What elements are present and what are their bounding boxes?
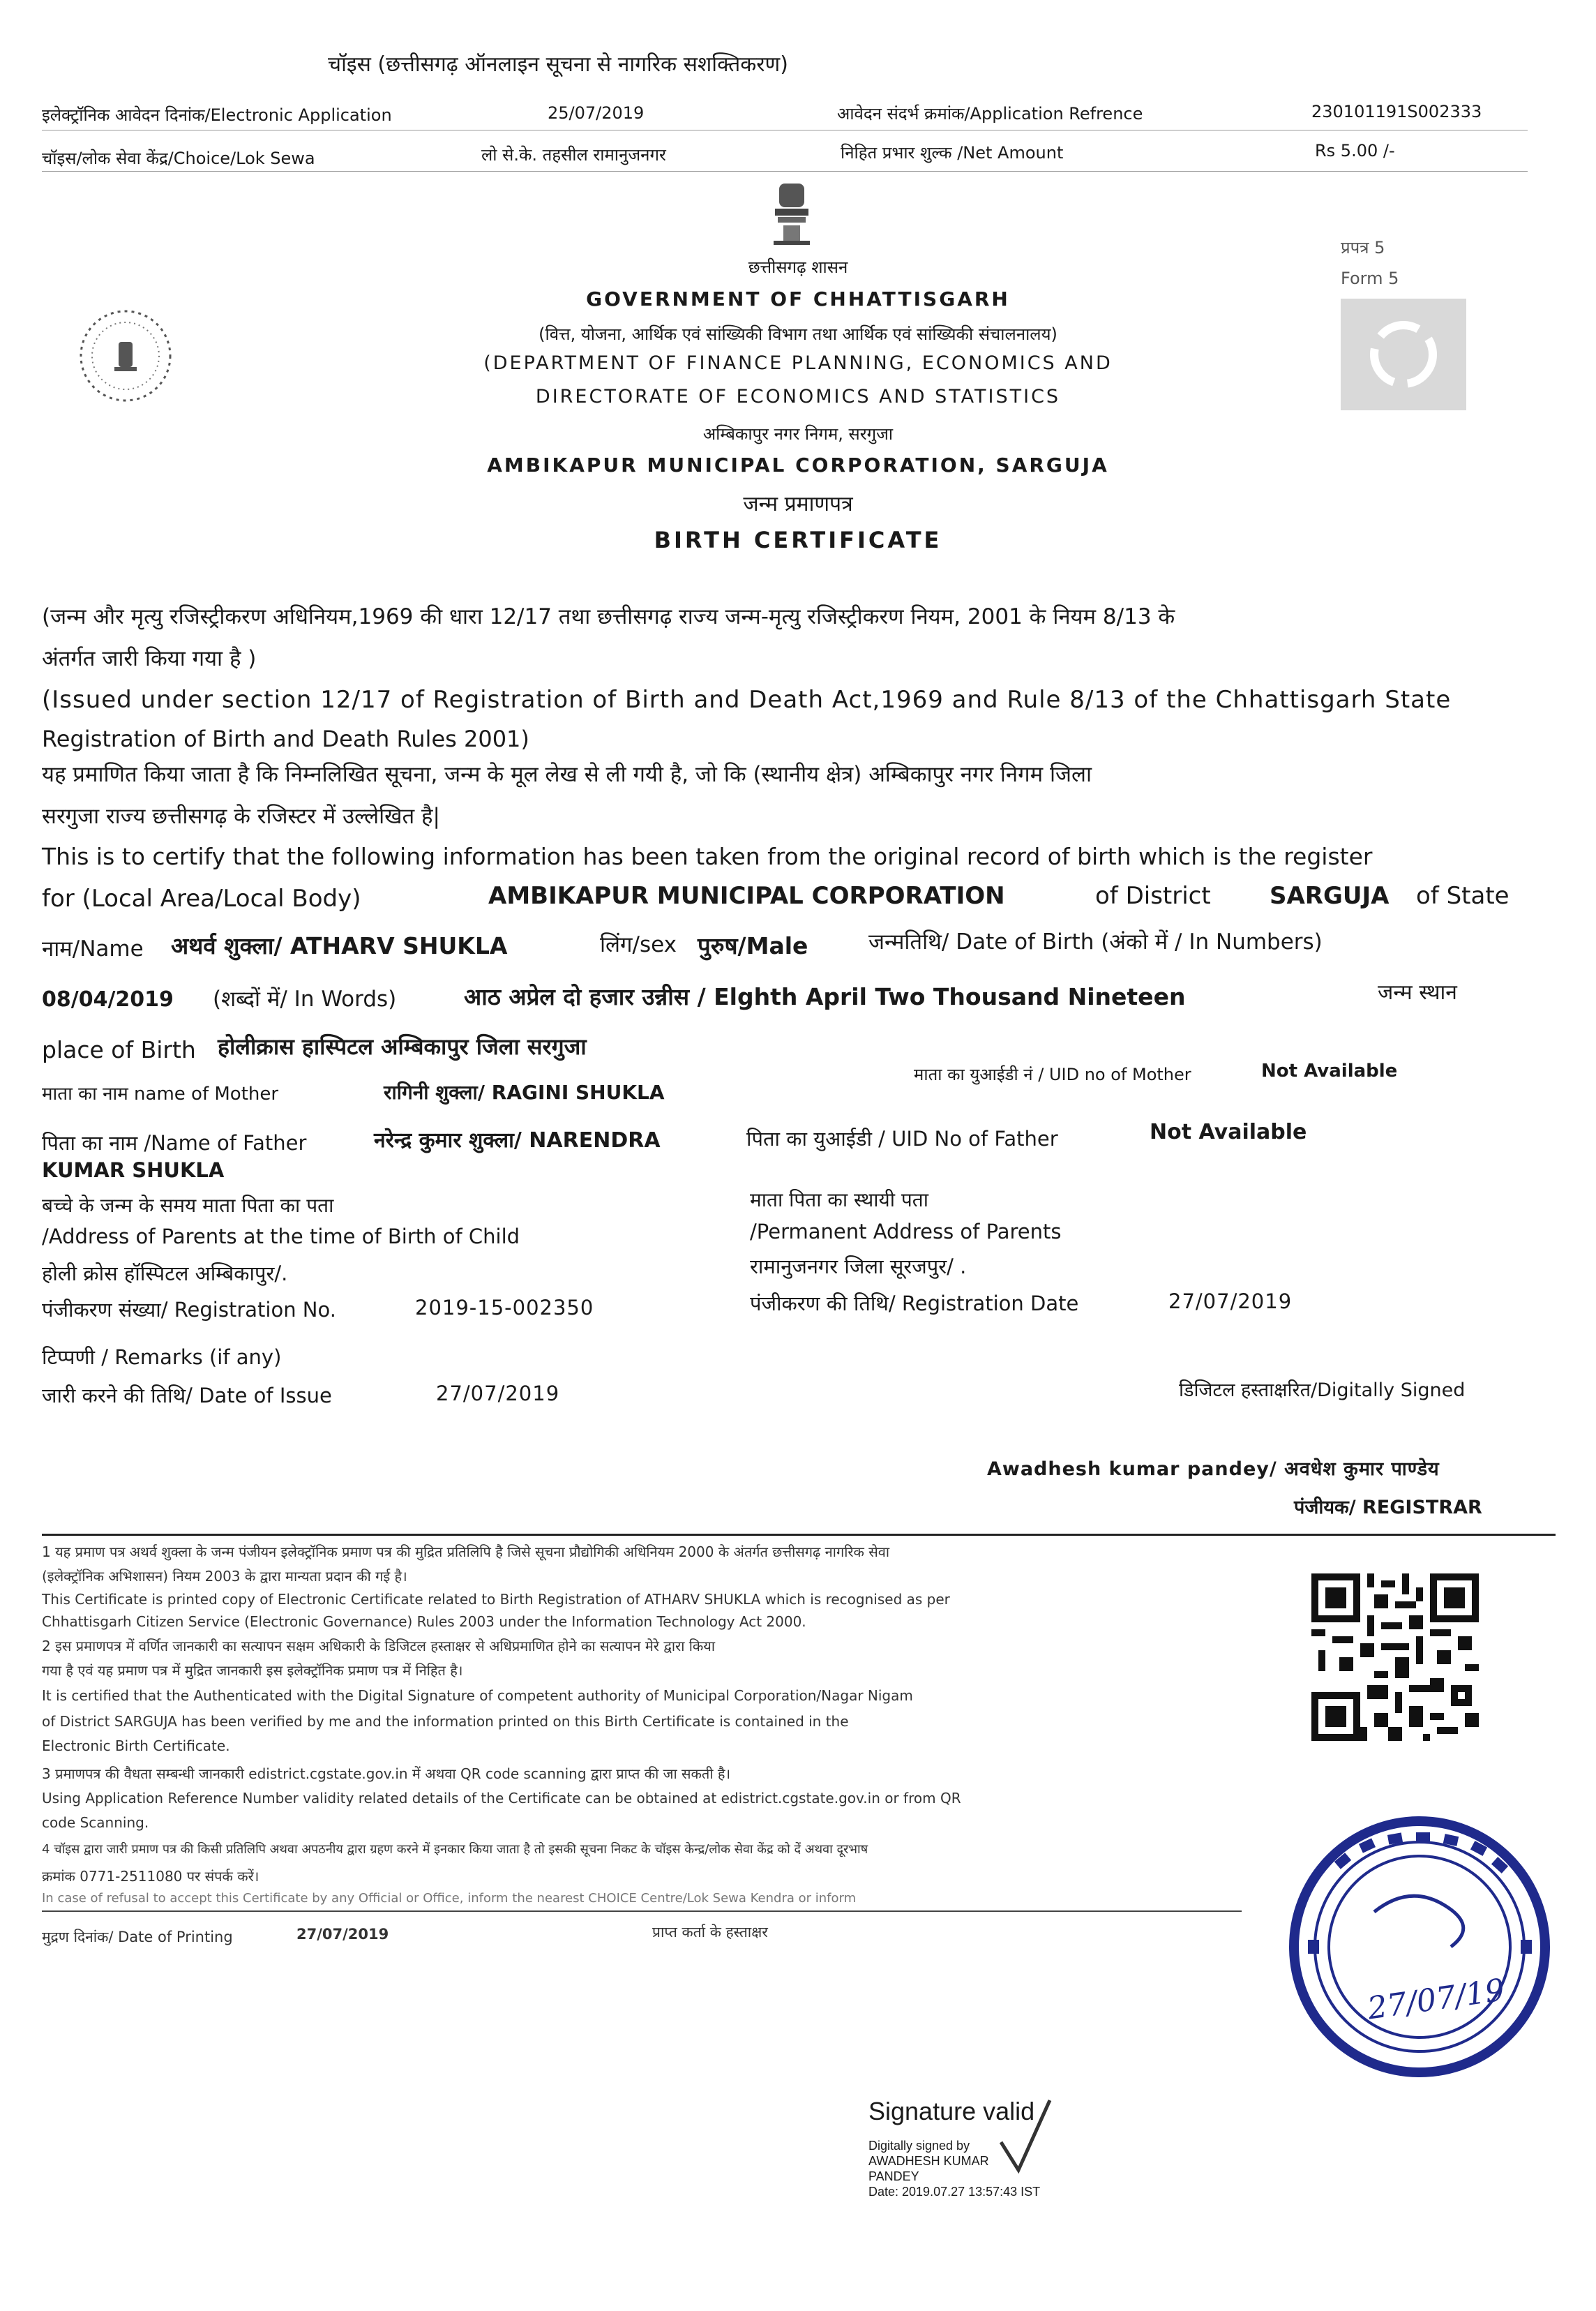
birth-address-value: होली क्रोस हॉस्पिटल अम्बिकापुर/. <box>42 1262 288 1285</box>
date-of-printing-label: मुद्रण दिनांक/ Date of Printing <box>42 1929 233 1945</box>
registrar-name: Awadhesh kumar pandey/ अवधेश कुमार पाण्डेय <box>987 1458 1440 1480</box>
child-name-value: अथर्व शुक्ला/ ATHARV SHUKLA <box>171 932 508 959</box>
date-of-issue-value: 27/07/2019 <box>436 1382 560 1405</box>
footer-note: This Certificate is printed copy of Electronic Certificate related to Birth Registration of ATHARV SHUKLA which is recognised as per <box>42 1591 950 1608</box>
service-center-label: चॉइस/लोक सेवा केंद्र/Choice/Lok Sewa <box>42 149 315 168</box>
mother-uid-label: माता का युआईडी नं / UID no of Mother <box>914 1065 1191 1084</box>
permanent-address-label: /Permanent Address of Parents <box>750 1220 1062 1243</box>
local-body-label: for (Local Area/Local Body) <box>42 885 361 913</box>
department-english-line1: (DEPARTMENT OF FINANCE PLANNING, ECONOMICS AND <box>483 352 1113 374</box>
registration-date-label: पंजीकरण की तिथि/ Registration Date <box>750 1292 1079 1315</box>
act-reference-english-line1: (Issued under section 12/17 of Registration of Birth and Death Act,1969 and Rule 8/13 of the Chhattisgarh State <box>42 686 1452 714</box>
father-name-label: पिता का नाम /Name of Father <box>42 1131 307 1155</box>
birth-address-label: /Address of Parents at the time of Birth of Child <box>42 1225 520 1248</box>
place-of-birth-value: होलीक्रास हास्पिटल अम्बिकापुर जिला सरगुजा <box>218 1033 587 1060</box>
district-label: of District <box>1095 882 1211 910</box>
child-name-label: नाम/Name <box>42 936 144 962</box>
service-center-value: लो से.के. तहसील रामानुजनगर <box>481 145 666 165</box>
date-of-birth-words-label: (शब्दों में/ In Words) <box>213 987 397 1012</box>
sex-value: पुरुष/Male <box>698 932 808 959</box>
date-of-birth-words-value: आठ अप्रेल दो हजार उन्नीस / Elghth April Two Thousand Nineteen <box>464 983 1186 1010</box>
net-amount-value: Rs 5.00 /- <box>1315 141 1395 160</box>
check-mark-icon <box>994 2093 1057 2184</box>
registration-number-value: 2019-15-002350 <box>415 1296 594 1319</box>
certificate-title-english: BIRTH CERTIFICATE <box>654 527 942 553</box>
certificate-title-hindi: जन्म प्रमाणपत्र <box>743 492 853 516</box>
signature-detail-line4: Date: 2019.07.27 13:57:43 IST <box>868 2185 1041 2199</box>
official-stamp-icon <box>1270 1814 1569 2079</box>
mother-name-value: रागिनी शुक्ला/ RAGINI SHUKLA <box>384 1081 665 1104</box>
footer-note: क्रमांक 0771-2511080 पर संपर्क करें। <box>42 1868 259 1885</box>
signature-detail-line2: AWADHESH KUMAR <box>868 2154 989 2168</box>
verification-qr-code[interactable] <box>1311 1573 1479 1741</box>
birth-address-hindi-label: बच्चे के जन्म के समय माता पिता का पता <box>42 1194 334 1217</box>
registrar-title: पंजीयक/ REGISTRAR <box>1294 1497 1482 1518</box>
sex-label: लिंग/sex <box>600 932 677 957</box>
footer-note: 2 इस प्रमाणपत्र में वर्णित जानकारी का सत्यापन सक्षम अधिकारी के डिजिटल हस्ताक्षर से अधिप्रमाणित होने का सत्यापन मेरे द्वारा किया <box>42 1638 716 1654</box>
local-body-value: AMBIKAPUR MUNICIPAL CORPORATION <box>488 882 1005 910</box>
district-value: SARGUJA <box>1270 882 1390 910</box>
recipient-signature-label: प्राप्त कर्ता के हस्ताक्षर <box>652 1924 768 1940</box>
footer-note: 1 यह प्रमाण पत्र अथर्व शुक्ला के जन्म पंजीयन इलेक्ट्रॉनिक प्रमाण पत्र की मुद्रित प्रतिलिपि है जिसे सूचना प्रौद्योगिकी अधिनियम 2000 के अंतर्गत छत्तीसगढ़ नागरिक सेवा <box>42 1543 890 1560</box>
registration-date-value: 27/07/2019 <box>1168 1289 1293 1313</box>
application-reference-value: 230101191S002333 <box>1311 102 1482 121</box>
certify-english-line1: This is to certify that the following information has been taken from the original record of birth which is the register <box>42 843 1373 870</box>
place-of-birth-label: place of Birth <box>42 1036 196 1063</box>
state-label: of State <box>1416 882 1510 910</box>
department-hindi: (वित्त, योजना, आर्थिक एवं सांख्यिकी विभाग तथा आर्थिक एवं सांख्यिकी संचालनालय) <box>539 324 1057 344</box>
govt-name-hindi: छत्तीसगढ़ शासन <box>748 257 848 277</box>
father-name-value-line1: नरेन्द्र कुमार शुक्ला/ NARENDRA <box>374 1128 661 1153</box>
footer-note: Electronic Birth Certificate. <box>42 1737 230 1754</box>
application-date-value: 25/07/2019 <box>548 103 645 123</box>
corporation-hindi: अम्बिकापुर नगर निगम, सरगुजा <box>702 424 894 444</box>
permanent-address-hindi-label: माता पिता का स्थायी पता <box>750 1188 929 1211</box>
department-english-line2: DIRECTORATE OF ECONOMICS AND STATISTICS <box>535 386 1061 407</box>
place-of-birth-label-hindi: जन्म स्थान <box>1378 980 1457 1005</box>
footer-note: Chhattisgarh Citizen Service (Electronic Governance) Rules 2003 under the Information Technology Act 2000. <box>42 1613 806 1630</box>
remarks-label: टिप्पणी / Remarks (if any) <box>42 1345 282 1369</box>
registration-number-label: पंजीकरण संख्या/ Registration No. <box>42 1298 336 1322</box>
act-reference-hindi-line2: अंतर्गत जारी किया गया है ) <box>42 646 257 671</box>
footer-divider <box>42 1534 1556 1536</box>
footer-bottom-divider <box>42 1910 1242 1912</box>
date-of-birth-number: 08/04/2019 <box>42 987 174 1012</box>
mother-uid-value: Not Available <box>1261 1061 1398 1082</box>
father-uid-value: Not Available <box>1150 1120 1307 1144</box>
footer-note: 3 प्रमाणपत्र की वैधता सम्बन्धी जानकारी edistrict.cgstate.gov.in में अथवा QR code scanning द्वारा प्राप्त की जा सकती है। <box>42 1765 731 1782</box>
stamp-date: 27/07/19 <box>1365 1972 1507 2027</box>
act-reference-hindi-line1: (जन्म और मृत्यु रजिस्ट्रीकरण अधिनियम,1969 की धारा 12/17 तथा छत्तीसगढ़ राज्य जन्म-मृत्यु रजिस्ट्रीकरण नियम, 2001 के नियम 8/13 के <box>42 604 1175 629</box>
mother-name-label: माता का नाम name of Mother <box>42 1084 279 1105</box>
footer-note: गया है एवं यह प्रमाण पत्र में मुद्रित जानकारी इस इलेक्ट्रॉनिक प्रमाण पत्र में निहित है। <box>42 1662 463 1679</box>
form-number-hindi: प्रपत्र 5 <box>1341 238 1385 257</box>
signature-detail-line1: Digitally signed by <box>868 2139 970 2153</box>
act-reference-english-line2: Registration of Birth and Death Rules 2001) <box>42 726 529 752</box>
net-amount-label: निहित प्रभार शुल्क /Net Amount <box>841 143 1064 163</box>
date-of-printing-value: 27/07/2019 <box>296 1926 389 1943</box>
signature-detail-line3: PANDEY <box>868 2169 919 2183</box>
form-number-english: Form 5 <box>1341 269 1399 288</box>
footer-note: 4 चॉइस द्वारा जारी प्रमाण पत्र की किसी प्रतिलिपि अथवा अपठनीय द्वारा ग्रहण करने में इनकार किया जाता है तो इसकी सूचना निकट के चॉइस केन्द्र/लोक सेवा केंद्र को दें अथवा दूरभाष <box>42 1842 868 1857</box>
state-emblem-icon <box>764 178 820 248</box>
date-of-issue-label: जारी करने की तिथि/ Date of Issue <box>42 1384 332 1407</box>
father-uid-label: पिता का युआईडी / UID No of Father <box>746 1127 1058 1151</box>
portal-title: चॉइस (छत्तीसगढ़ ऑनलाइन सूचना से नागरिक सशक्तिकरण) <box>328 52 788 77</box>
footer-note: code Scanning. <box>42 1814 149 1831</box>
corporation-english: AMBIKAPUR MUNICIPAL CORPORATION, SARGUJA <box>487 454 1109 477</box>
application-reference-label: आवेदन संदर्भ क्रमांक/Application Refrence <box>837 104 1143 124</box>
digitally-signed-label: डिजिटल हस्ताक्षरित/Digitally Signed <box>1179 1379 1466 1401</box>
certify-hindi-line2: सरगुजा राज्य छत्तीसगढ़ के रजिस्टर में उल्लेखित है| <box>42 804 440 829</box>
footer-note: In case of refusal to accept this Certificate by any Official or Office, inform the nearest CHOICE Centre/Lok Sewa Kendra or inform <box>42 1891 857 1906</box>
footer-note: Using Application Reference Number validity related details of the Certificate can be obtained at edistrict.cgstate.gov.in or from QR <box>42 1790 961 1807</box>
father-name-value-line2: KUMAR SHUKLA <box>42 1158 225 1182</box>
header-divider <box>42 171 1528 172</box>
footer-note: (इलेक्ट्रॉनिक अभिशासन) नियम 2003 के द्वारा मान्यता प्रदान की गई है। <box>42 1568 407 1585</box>
application-date-label: इलेक्ट्रॉनिक आवेदन दिनांक/Electronic Application <box>42 105 392 125</box>
permanent-address-value: रामानुजनगर जिला सूरजपुर/ . <box>750 1255 967 1278</box>
footer-note: It is certified that the Authenticated with the Digital Signature of competent authority of Municipal Corporation/Nagar Nigam <box>42 1687 913 1704</box>
signature-valid-label: Signature valid <box>868 2097 1035 2125</box>
govt-name-english: GOVERNMENT OF CHHATTISGARH <box>586 287 1010 311</box>
certify-hindi-line1: यह प्रमाणित किया जाता है कि निम्नलिखित सूचना, जन्म के मूल लेख से ली गयी है, जो कि (स्थानीय क्षेत्र) अम्बिकापुर नगर निगम जिला <box>42 762 1092 787</box>
footer-note: of District SARGUJA has been verified by me and the information printed on this Birth Certificate is contained in the <box>42 1713 849 1730</box>
date-of-birth-label: जन्मतिथि/ Date of Birth (अंको में / In Numbers) <box>868 929 1323 955</box>
